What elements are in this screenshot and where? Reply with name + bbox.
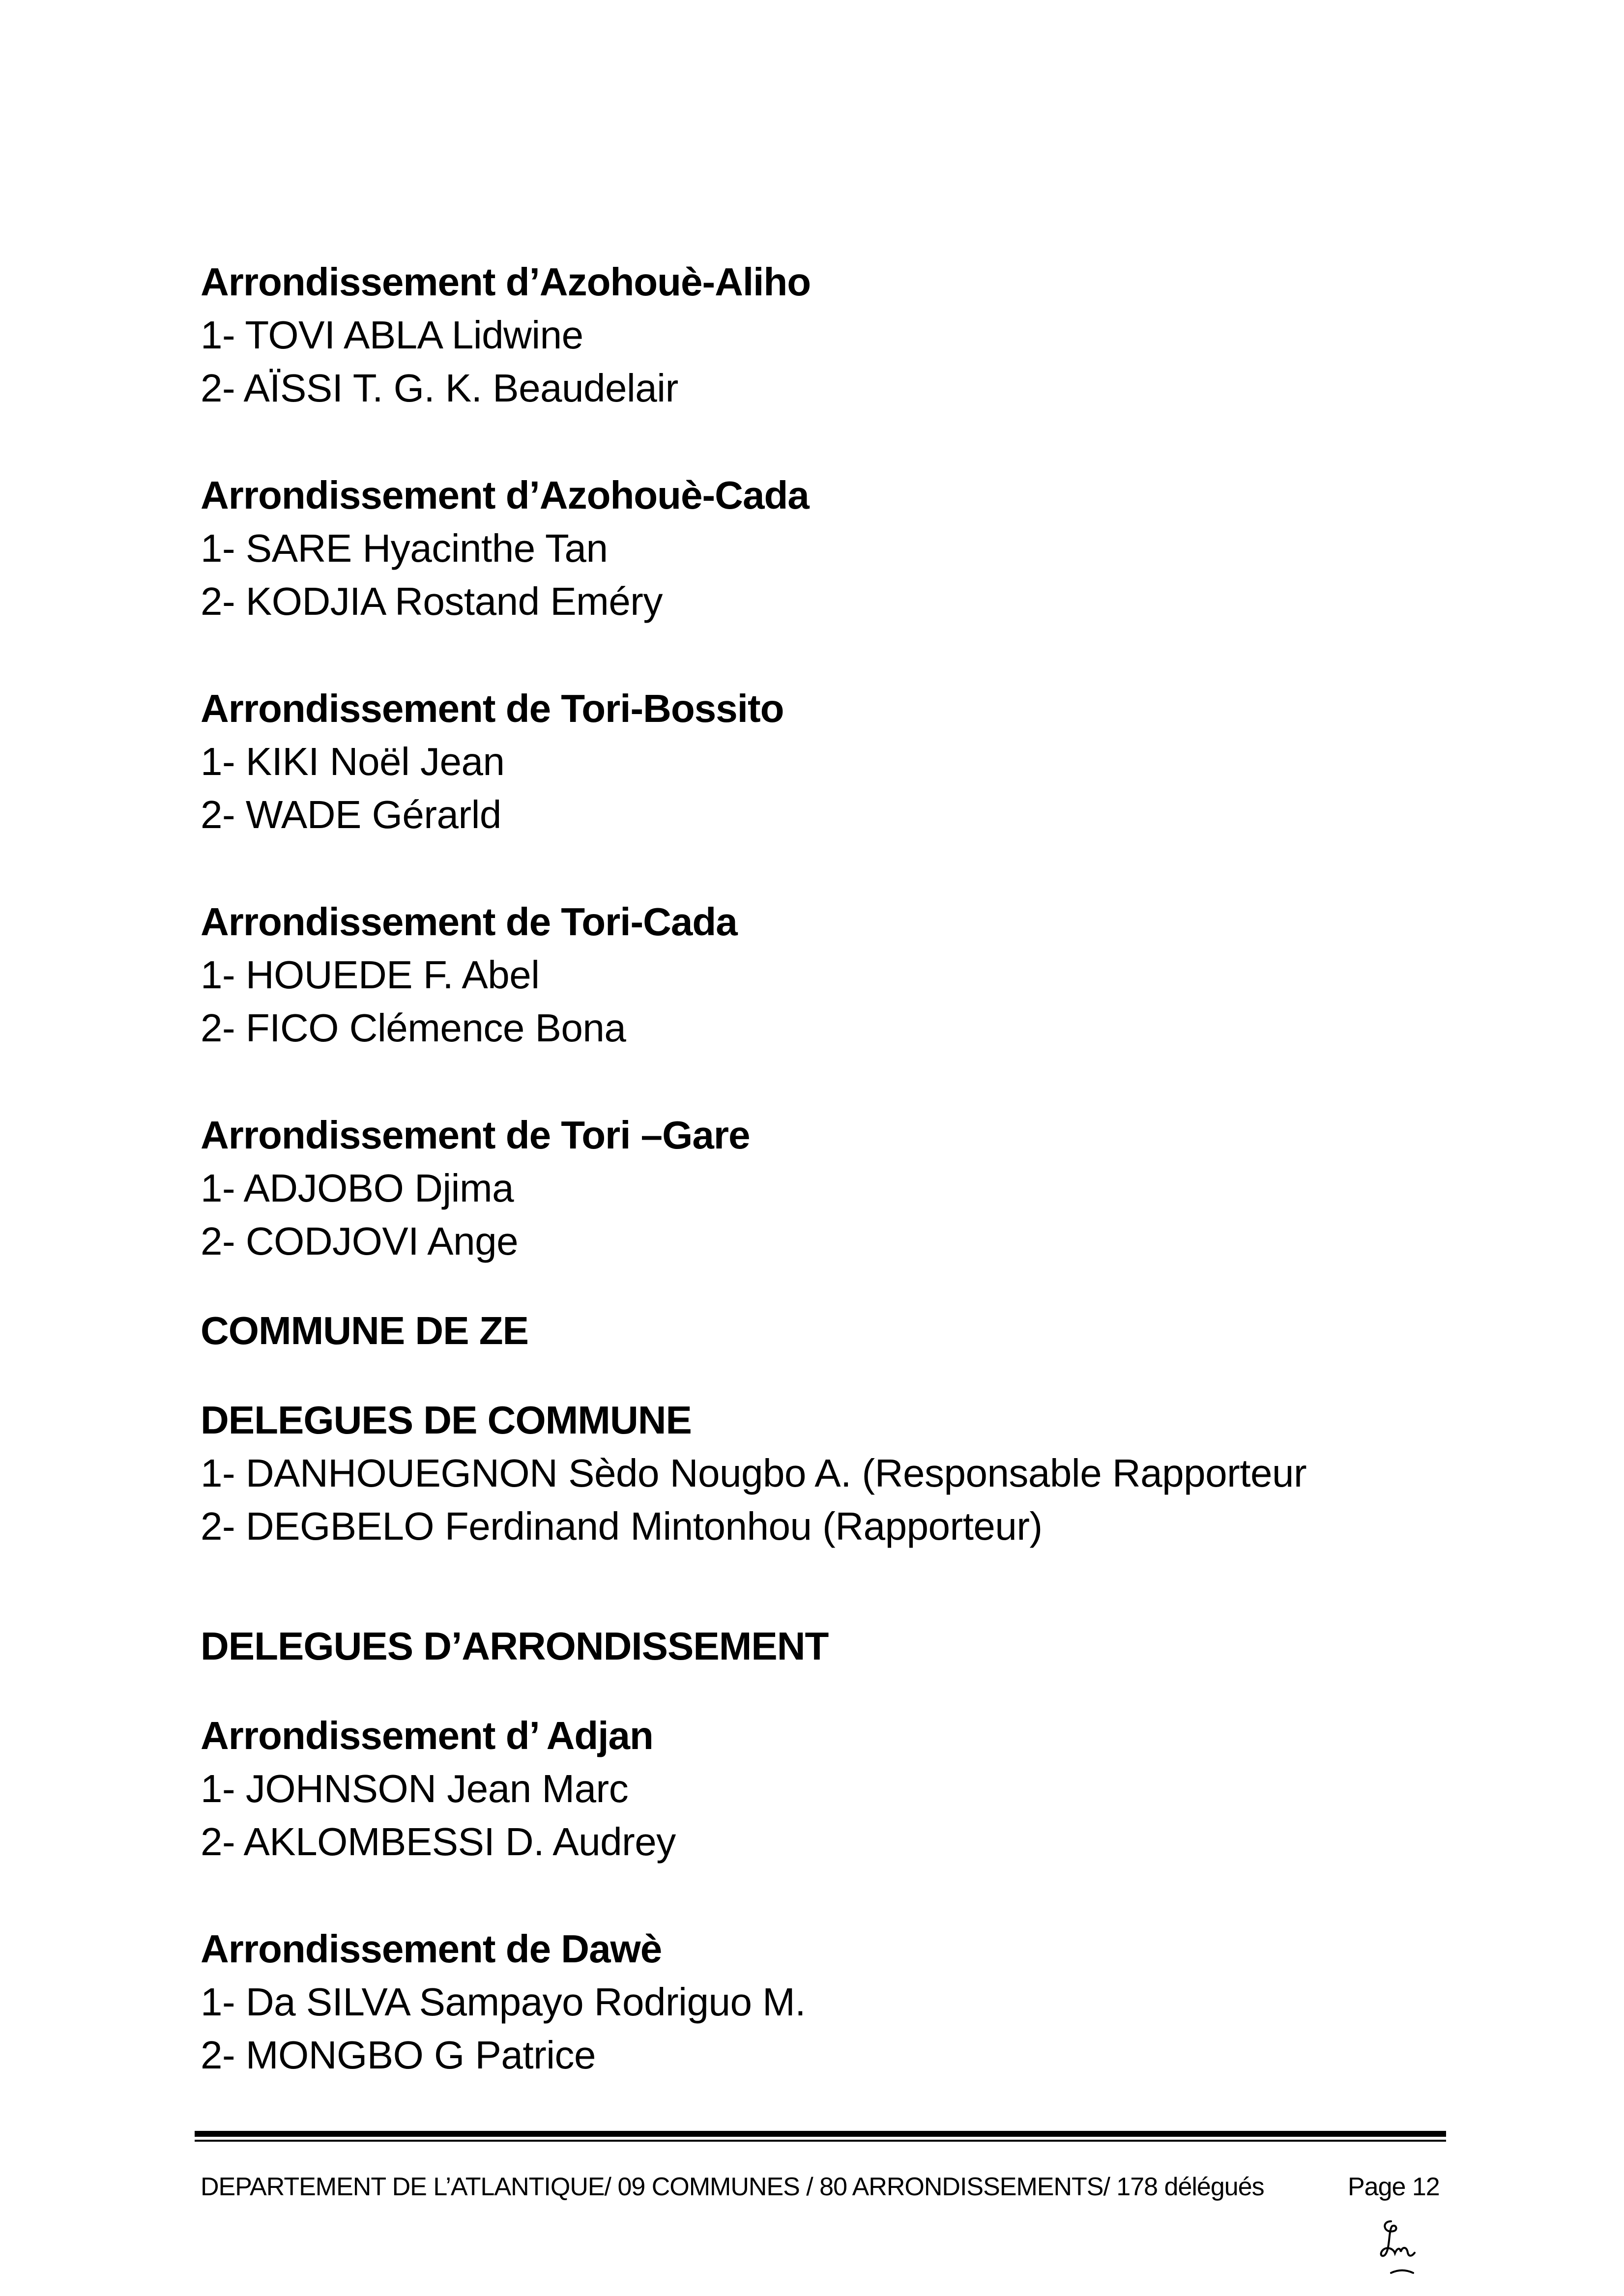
footer-divider	[195, 2131, 1446, 2137]
list-item: 1- TOVI ABLA Lidwine	[201, 313, 583, 357]
list-item: 2- AKLOMBESSI D. Audrey	[201, 1820, 676, 1864]
list-item: 2- FICO Clémence Bona	[201, 1006, 626, 1050]
section-tori-gare	[201, 1109, 1459, 1268]
list-item: 1- ADJOBO Djima	[201, 1166, 514, 1210]
section-heading: Arrondissement d’Azohouè-Cada	[201, 473, 809, 517]
handwritten-initials	[1371, 2211, 1425, 2285]
list-item: 1- Da SILVA Sampayo Rodriguo M.	[201, 1980, 806, 2024]
section-heading: Arrondissement de Tori –Gare	[201, 1113, 750, 1157]
list-item: 2- WADE Gérarld	[201, 793, 501, 836]
page-number: Page 12	[1348, 2173, 1440, 2201]
list-item: 2- AÏSSI T. G. K. Beaudelair	[201, 366, 678, 410]
list-item: 2- KODJIA Rostand Eméry	[201, 579, 663, 623]
section-adjan	[201, 1709, 1459, 1868]
section-heading: Arrondissement d’Azohouè-Aliho	[201, 260, 811, 304]
section-heading: Arrondissement de Tori-Cada	[201, 900, 737, 944]
section-azohoue-cada	[201, 469, 1459, 628]
section-azohoue-aliho	[201, 256, 1459, 415]
list-item: 2- DEGBELO Ferdinand Mintonhou (Rapporteur)	[201, 1504, 1043, 1548]
section-heading: Arrondissement d’ Adjan	[201, 1714, 653, 1757]
section-dawe	[201, 1923, 1459, 2082]
list-item: 1- DANHOUEGNON Sèdo Nougbo A. (Responsable Rapporteur	[201, 1451, 1307, 1495]
list-item: 2- CODJOVI Ange	[201, 1219, 519, 1263]
section-heading: DELEGUES DE COMMUNE	[201, 1398, 692, 1442]
footer-divider-thin	[195, 2140, 1446, 2142]
section-delegues-commune	[201, 1394, 1459, 1553]
list-item: 2- MONGBO G Patrice	[201, 2033, 596, 2077]
section-tori-bossito	[201, 682, 1459, 841]
section-heading: Arrondissement de Dawè	[201, 1927, 662, 1971]
footer-text: DEPARTEMENT DE L’ATLANTIQUE/ 09 COMMUNES / 80 ARRONDISSEMENTS/ 178 délégués	[201, 2173, 1264, 2201]
list-item: 1- SARE Hyacinthe Tan	[201, 526, 608, 570]
commune-title: COMMUNE DE ZE	[201, 1309, 528, 1352]
section-tori-cada	[201, 895, 1459, 1055]
page-content	[201, 256, 1459, 2082]
section-heading: Arrondissement de Tori-Bossito	[201, 687, 784, 730]
list-item: 1- KIKI Noël Jean	[201, 740, 505, 783]
list-item: 1- JOHNSON Jean Marc	[201, 1767, 629, 1810]
list-item: 1- HOUEDE F. Abel	[201, 953, 540, 997]
delegues-arrondissement-title: DELEGUES D’ARRONDISSEMENT	[201, 1624, 829, 1668]
